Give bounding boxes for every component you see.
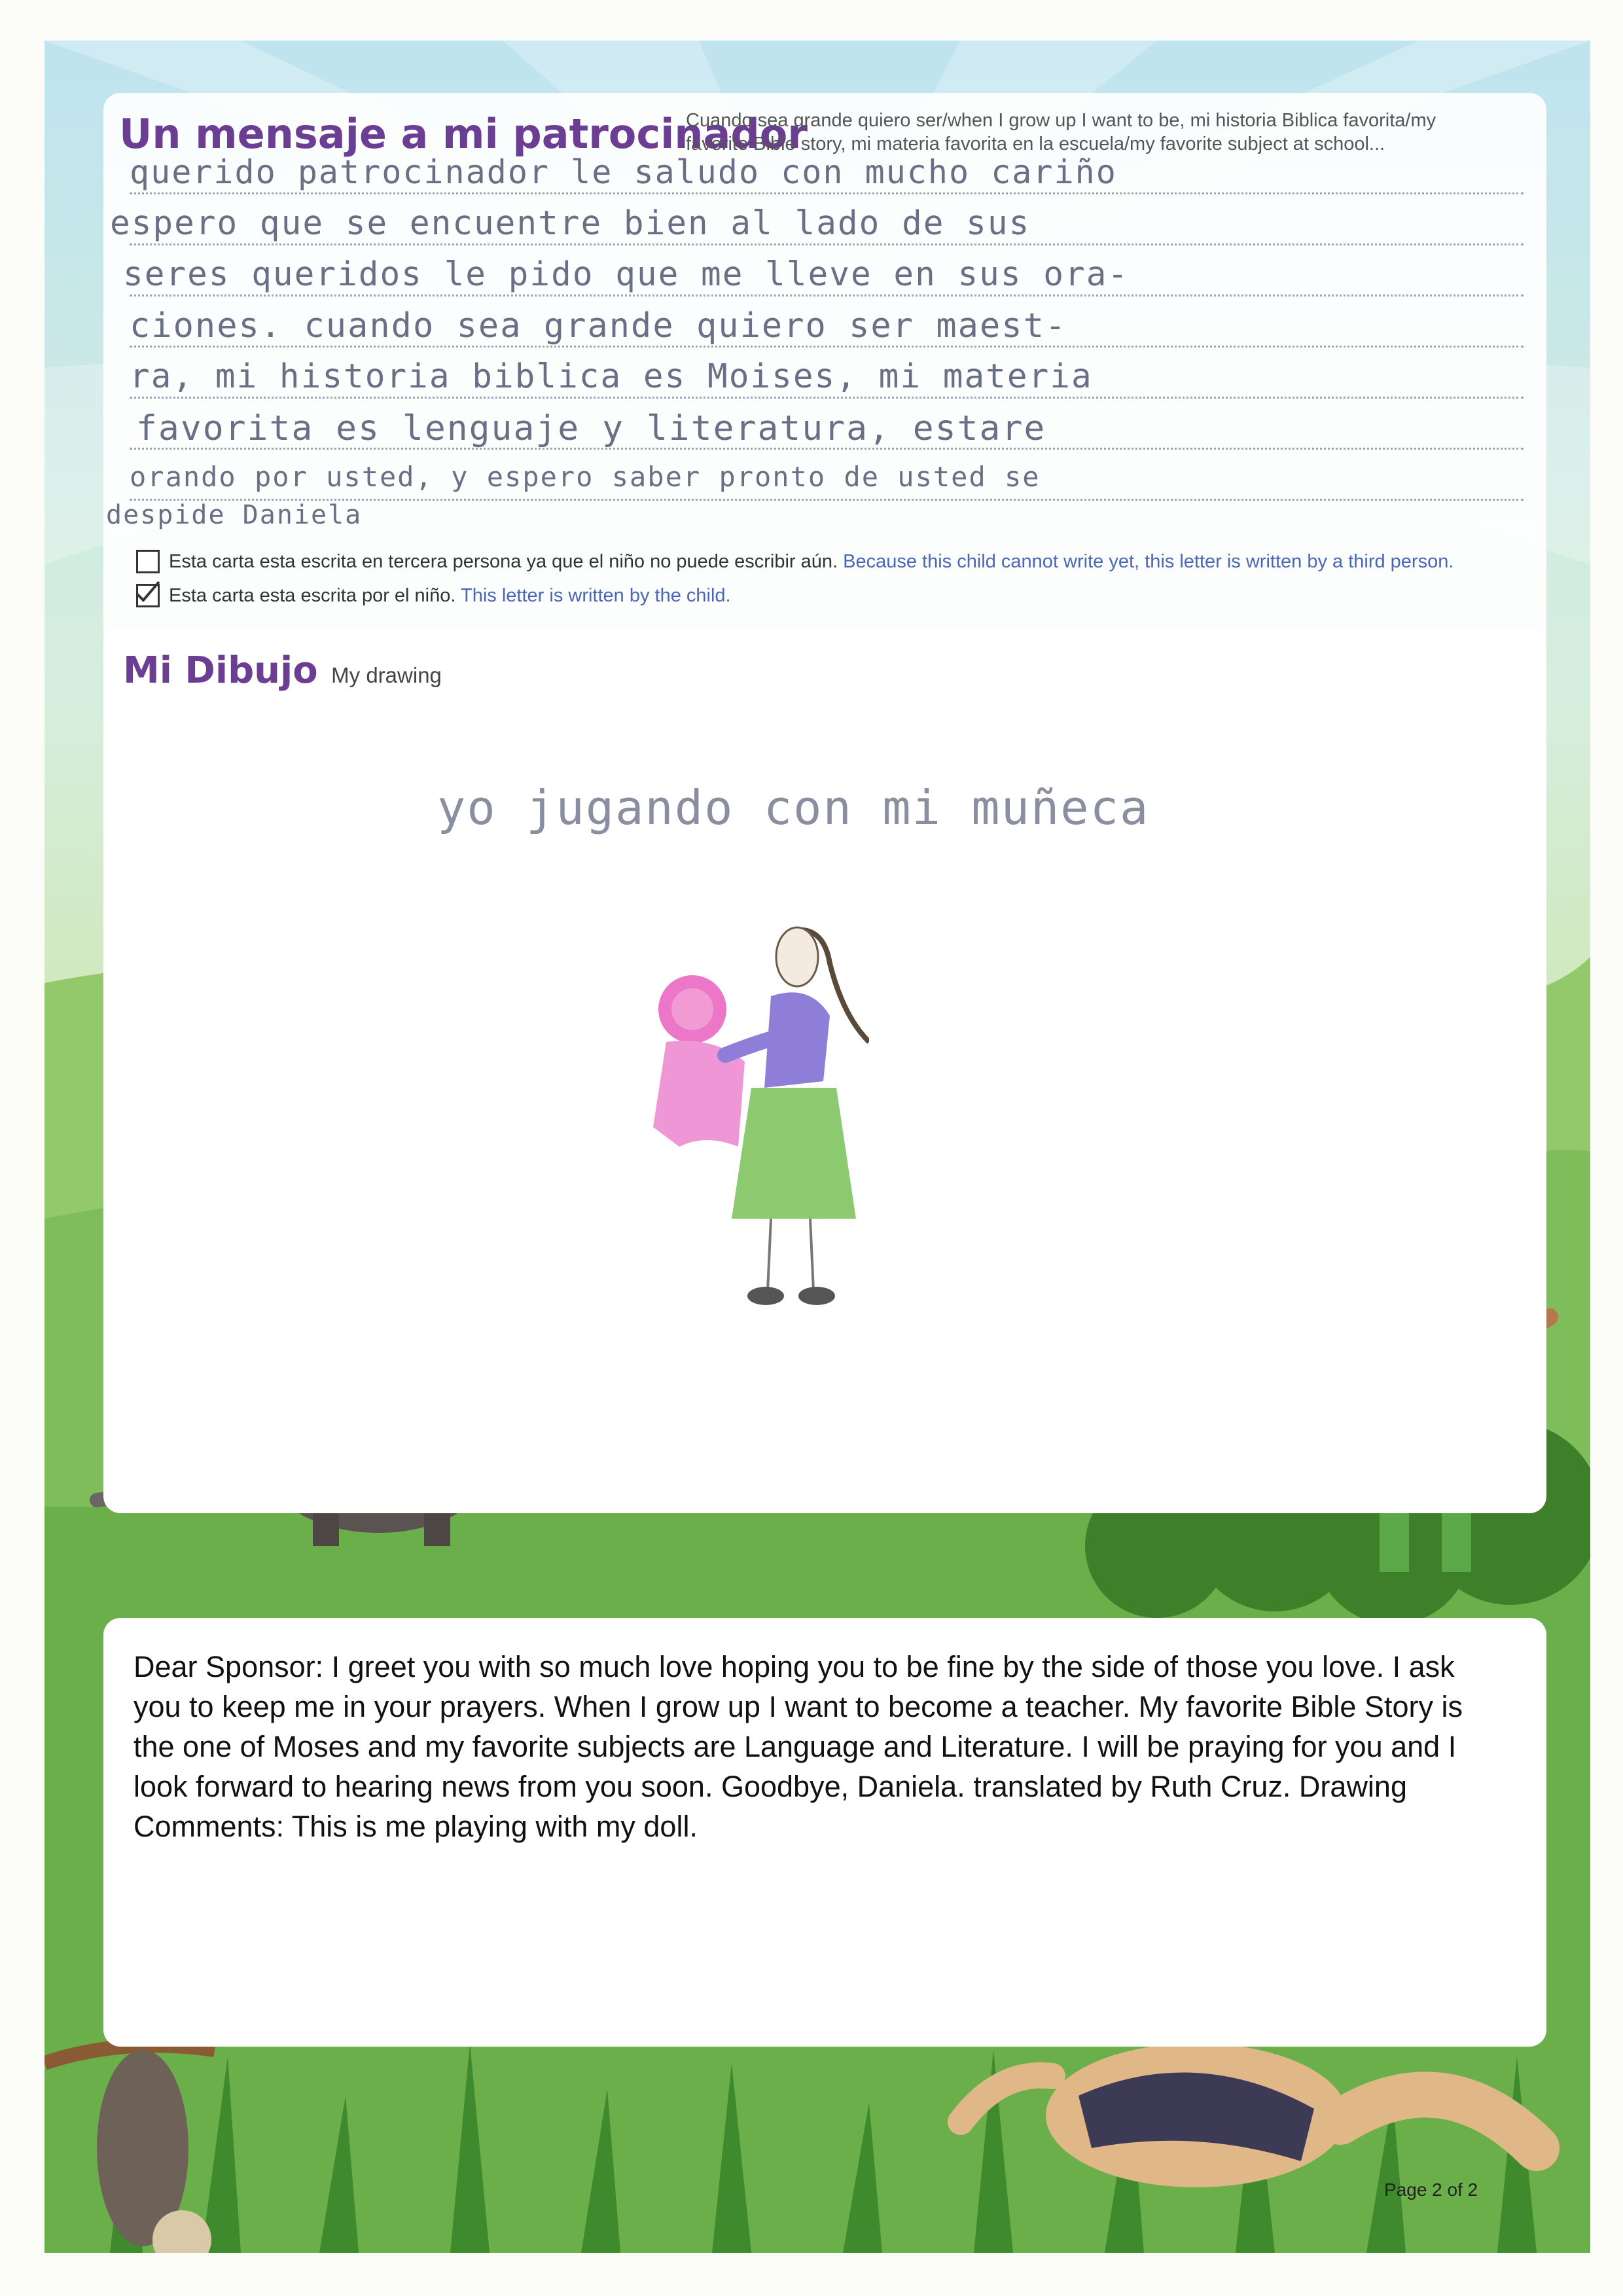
child-drawing [594, 911, 869, 1317]
written-by-child-label [169, 585, 731, 607]
handwritten-line: ra, mi historia biblica es Moises, mi materia [130, 357, 1093, 396]
message-title: Un mensaje a mi patrocinador [119, 110, 808, 158]
handwritten-line: seres queridos le pido que me lleve en sus ora- [123, 255, 1130, 294]
checkmark-icon [134, 579, 160, 605]
handwritten-line: favorita es lenguaje y literatura, estare [136, 408, 1046, 448]
drawing-title: Mi Dibujo [123, 649, 318, 692]
page-number: Page 2 of 2 [1384, 2179, 1478, 2200]
translation-text: Dear Sponsor: I greet you with so much love hoping you to be fine by the side of those you love. I ask you to keep me in your prayers. When I grow up I want to become a teacher. My favorite Bible Story is the one of Moses and my favorite subjects are Language and Literature. I will be praying for you and I look forward to hearing news from you soon. Goodbye, Daniela. translated by Ruth Cruz. Drawing Comments: This is me playing with my doll. [134, 1650, 1463, 1843]
drawing-subtitle: My drawing [331, 663, 442, 687]
third-person-checkbox[interactable] [136, 550, 160, 573]
message-prompt-line-1: Cuando sea grande quiero ser/when I grow up I want to be, mi historia Biblica favorita/my [686, 110, 1436, 131]
writing-line [130, 243, 1524, 245]
translation-panel [103, 1618, 1546, 2047]
third-person-label-en: Because this child cannot write yet, this letter is written by a third person. [843, 551, 1454, 572]
handwritten-line: ciones. cuando sea grande quiero ser maest- [130, 306, 1067, 346]
letter-background [45, 41, 1590, 2253]
handwritten-line: despide Daniela [106, 500, 363, 530]
drawing-caption: yo jugando con mi muñeca [437, 780, 1150, 835]
handwritten-line: espero que se encuentre bien al lado de sus [110, 204, 1031, 243]
message-prompt [686, 109, 1436, 156]
third-person-label [169, 551, 1454, 573]
written-by-child-checkbox[interactable] [136, 584, 160, 607]
handwritten-line: querido patrocinador le saludo con mucho cariño [130, 153, 1117, 191]
drawing-header [123, 649, 442, 692]
writing-line [130, 397, 1524, 399]
message-panel [103, 93, 1546, 662]
third-person-label-es: Esta carta esta escrita en tercera persona ya que el niño no puede escribir aún. [169, 551, 838, 572]
written-by-child-label-es: Esta carta esta escrita por el niño. [169, 585, 456, 606]
writing-line [130, 346, 1524, 348]
drawing-panel [103, 630, 1546, 1513]
writing-line [130, 192, 1524, 194]
writing-line [130, 295, 1524, 296]
written-by-child-label-en: This letter is written by the child. [461, 585, 731, 606]
message-prompt-line-2: favorite Bible story, mi materia favorita en la escuela/my favorite subject at school... [686, 134, 1385, 154]
handwritten-line: orando por usted, y espero saber pronto de usted se [130, 461, 1041, 493]
